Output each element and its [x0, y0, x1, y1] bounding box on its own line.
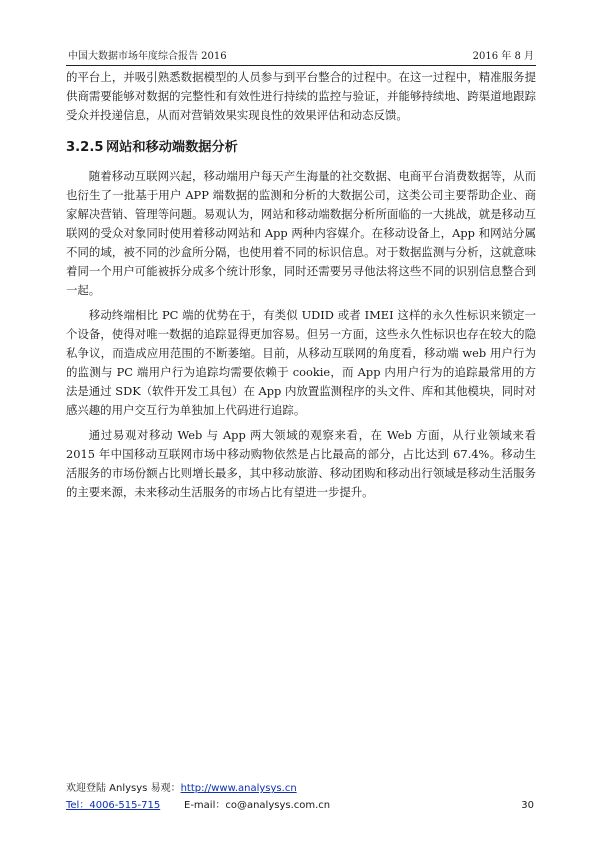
page-header: [68, 50, 534, 64]
intro-paragraph: 的平台上，并吸引熟悉数据模型的人员参与到平台整合的过程中。在这一过程中，精准服务提供商需要能够对数据的完整性和有效性进行持续的监控与验证，并能够持续地、跨渠道地跟踪受众并投递信息，从而对营销效果实现良性的效果评估和动态反馈。: [66, 70, 536, 122]
body-paragraph: 移动终端相比 PC 端的优势在于，有类似 UDID 或者 IMEI 这样的永久性标识来锁定一个设备，使得对唯一数据的追踪显得更加容易。但另一方面，这些永久性标识也存在较大的隐私争议，而造成应用范围的不断萎缩。目前，从移动互联网的角度看，移动端 web 用户行为的监测与 PC 端用户行为追踪均需要依赖于 cookie，而 App 内用户行为的追踪最常用的方法是通过 SDK（软件开发工具包）在 App 内放置监测程序的头文件、库和其他模块，同时对感兴趣的用户交互行为单独加上代码进行追踪。: [66, 308, 536, 417]
report-title: 中国大数据市场年度综合报告 2016: [68, 51, 227, 62]
section-number: 3.2.5: [66, 140, 104, 155]
section-title: 网站和移动端数据分析: [106, 140, 238, 155]
report-date: 2016 年 8 月: [472, 51, 534, 62]
welcome-text: 欢迎登陆 Anlysys 易观：: [66, 783, 181, 794]
footer-contact-row: [66, 797, 534, 814]
email-text: E-mail：co@analysys.com.cn: [184, 800, 331, 811]
body-paragraph: 通过易观对移动 Web 与 App 两大领域的观察来看，在 Web 方面，从行业领域来看 2015 年中国移动互联网市场中移动购物依然是占比最高的部分，占比达到 67.4%。移动生活服务的市场份额占比则增长最多，其中移动旅游、移动团购和移动出行领域是移动生活服务的主要来源，未来移动生活服务的市场占比有望进一步提升。: [66, 428, 536, 499]
phone-link[interactable]: Tel：4006-515-715: [66, 800, 161, 811]
page-footer: [66, 780, 534, 814]
website-link[interactable]: http://www.analysys.cn: [180, 783, 297, 794]
footer-welcome: [66, 780, 534, 797]
body-paragraph: 随着移动互联网兴起，移动端用户每天产生海量的社交数据、电商平台消费数据等，从而也衍生了一批基于用户 APP 端数据的监测和分析的大数据公司，这类公司主要帮助企业、商家解决营销、管理等问题。易观认为，网站和移动端数据分析所面临的一大挑战，就是移动互联网的受众对象同时使用着移动网站和 App 两种内容媒介。在移动设备上，App 和网站分属不同的域，被不同的沙盒所分隔，也使用着不同的标识信息。对于数据监测与分析，这就意味着同一个用户可能被拆分成多个统计形象，同时还需要另寻他法将这些不同的识别信息整合到一起。: [66, 169, 536, 297]
section-heading: [66, 139, 536, 157]
header-divider: [66, 65, 536, 66]
page-body: [66, 68, 536, 508]
page-number: 30: [521, 800, 534, 811]
